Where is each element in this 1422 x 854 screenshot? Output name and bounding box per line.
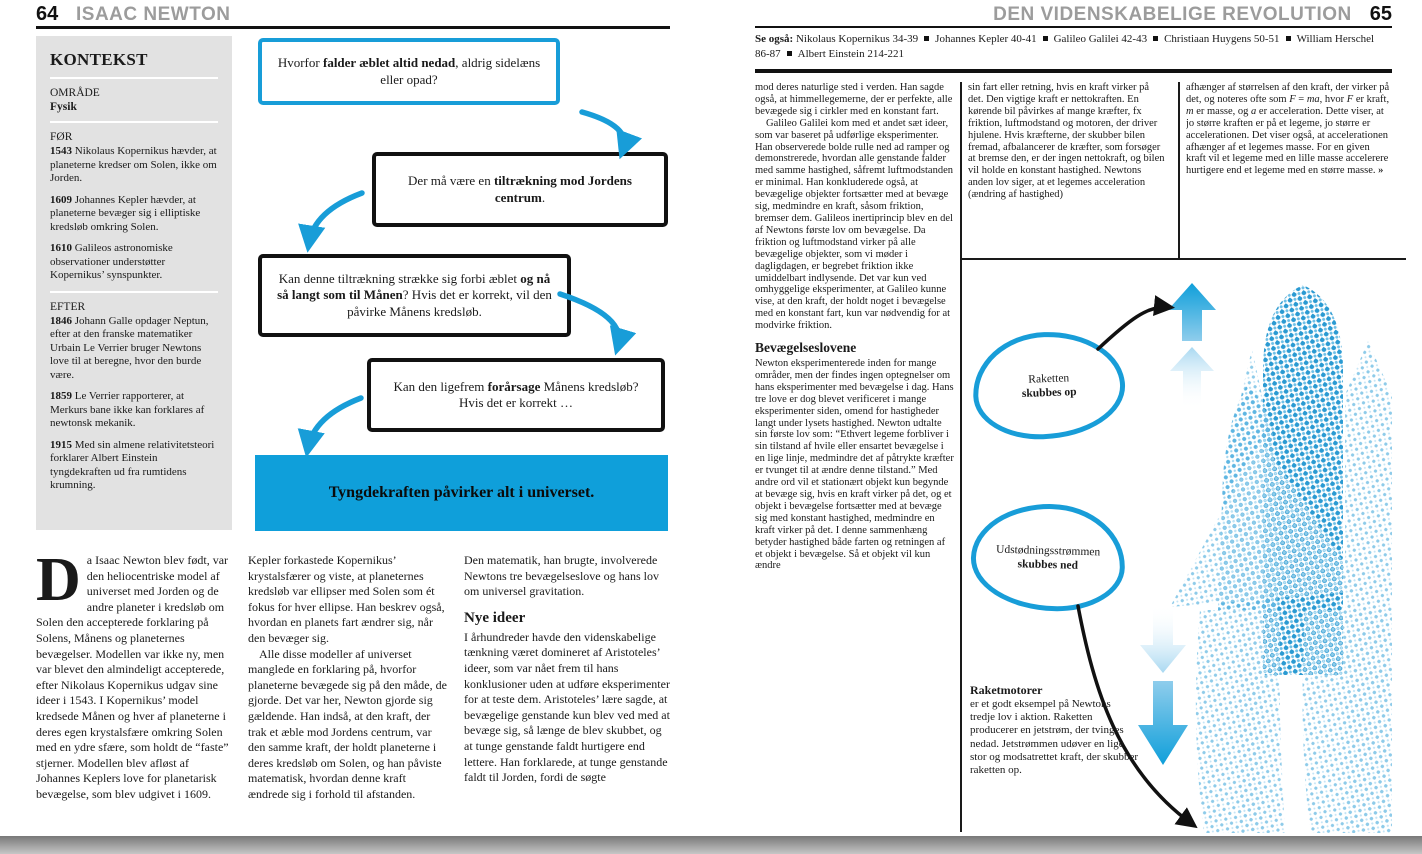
see-also: [755, 32, 1385, 62]
paragraph: Newton eksperimenterede inden for mange områder, men der findes ingen optegnelser om hans eksperimenter med bevægelse i dag. Hans tre love er dog blevet verificeret i mange eksperimenter siden, omend for hastigheder langt under lysets hastighed. Newton udtalte sin første lov som: “Ethvert legeme forbliver i sin tilstand af hvile eller ensartet bevægelse i en lige linje, medmindre det af påtrykte kræfter er tvunget til at ændre denne tilstand.” Med andre ord vil et stationært objekt kun begynde at bevæge sig, hvis en kraft virker på det, og et objekt i bevægelse fortsætter med at bevæge sig med konstant hastighed, medmindre en kraft virker på det. I denne sammenhæng betyder hastighed både farten og retningen af et objekt i bevægelse. Så et objekt vil kun ændre: [755, 358, 954, 572]
timeline-item: [50, 145, 218, 186]
timeline-year: 1846: [50, 314, 75, 327]
page-number-right: 65: [1369, 3, 1392, 25]
flow-box-text: Hvorfor falder æblet altid nedad, aldrig sidelæns eller opad?: [277, 55, 541, 87]
see-also-ref: Galileo Galilei 42-43: [1053, 33, 1148, 45]
text-column: [755, 82, 955, 832]
timeline-item: [50, 439, 218, 493]
context-sidebar: [36, 36, 232, 530]
paragraph: Alle disse modeller af universet manglede en forklaring på, hvorfor planeterne bevægede sig på den måde, de gjorde. Det var her, Newton gjorde sig gældende. Han indså, at den kraft, der trak et æble mod Jordens centrum, var den samme kraft, der holdt planeterne i deres kredsløb om Solen, og han påviste matematisk, hvordan denne kraft ændrede sig i forhold til afstanden.: [248, 646, 447, 801]
page-bottom-edge: [0, 836, 1422, 854]
timeline-text: Galileos astronomiske observationer understøtter Kopernikus’ synspunkter.: [50, 242, 173, 281]
running-header-right: DEN VIDENSKABELIGE REVOLUTION: [993, 4, 1352, 25]
drop-cap: D: [36, 553, 81, 614]
paragraph: Galileo Galilei kom med et andet sæt ideer, som var baseret på udførlige eksperimenter. Han observerede bolde rulle ned ad ramper og demonstrerede, hvordan alle genstande falder med samme hastighed, såfremt luftmodstanden er minimal. Han konkluderede også, at bevægelige objekter fortsætter med at bevæge sig, medmindre en kraft, såsom friktion, bremser dem. Galileos inertiprincip blev en del af Newtons første lov om bevægelse. Da friktion og luftmodstand virker på alle bevægelige objekter, som vi møder i dagligdagen, er begrebet friktion ikke umiddelbart indlysende. Det var kun ved omhyggelige eksperimenter, at Galileo kunne vise, at den kraft, der holdt noget i bevægelse med en konstant fart, kun var nødvendig for at modvirke friktion.: [755, 117, 953, 332]
square-separator-icon: [1286, 36, 1291, 41]
flow-box-text: Der må være en tiltrækning mod Jordens centrum.: [408, 173, 632, 205]
exhaust-plume-right: [1302, 610, 1392, 833]
after-label: EFTER: [50, 300, 86, 313]
flow-box-text: Kan den ligefrem forårsage Månens kredsløb? Hvis det er korrekt …: [393, 378, 639, 410]
timeline-text: Nikolaus Kopernikus hævder, at planeterne kredser om Solen, ikke om Jorden.: [50, 145, 217, 184]
paragraph: Kepler forkastede Kopernikus’ krystalsfærer og viste, at planeternes kredsløb var ellipser med Solen som ét fokus for hver ellipse. Han beskrev også, hvordan en planets fart ændrer sig, når den bevæger sig.: [248, 553, 445, 645]
figure-rule-horizontal: [960, 258, 1406, 260]
header-rule-left: [36, 26, 670, 29]
header-rule-right: [755, 26, 1392, 28]
timeline-item: [50, 315, 218, 383]
page-number-left: 64: [36, 3, 59, 25]
flow-arrow-4: [308, 398, 361, 448]
timeline-text: Johann Galle opdager Neptun, efter at den franske matematiker Urbain Le Verrier bruger Newtons love til at beregne, hvor den burde være.: [50, 314, 209, 381]
timeline-item: [50, 242, 218, 283]
flow-conclusion-text: Tyngdekraften påvirker alt i universet.: [328, 484, 595, 501]
text-column: [1186, 82, 1392, 254]
timeline-item: [50, 194, 218, 235]
pointer-arrow-up: [1090, 293, 1182, 359]
timeline-year: 1609: [50, 193, 75, 206]
figure-caption: [970, 683, 1138, 777]
divider: [50, 121, 218, 123]
timeline-text: Le Verrier rapporterer, at Merkurs bane ikke kan forklares af newtonsk mekanik.: [50, 390, 205, 429]
timeline-year: 1543: [50, 145, 75, 157]
paragraph: afhænger af størrelsen af den kraft, der virker på det, og noteres ofte som F = ma, hvor F er kraft, m er masse, og a er acceleration. Dette viser, at jo større kraften er på et legeme, jo større er accelerationen. Det viser også, at accelerationen afhænger af et legemes masse. For en given kraft vil et legeme med en lille masse accelerere hurtigere end et legeme med en større masse. »: [1186, 82, 1390, 177]
square-separator-icon: [1043, 36, 1048, 41]
flow-arrow-2: [309, 193, 362, 243]
area-value: Fysik: [50, 101, 77, 113]
figure-caption-text: er et godt eksempel på Newtons tredje lov i aktion. Raketten producerer en jetstrøm, der tvinges nedad. Jetstrømmen udøver en lige stor og modsatrettet kraft, der skubber raketten op.: [970, 698, 1139, 777]
text-column: [464, 553, 671, 835]
divider: [50, 77, 218, 79]
bubble-text: Udstødningsstrømmen skubbes ned: [995, 543, 1101, 572]
timeline-year: 1610: [50, 242, 75, 254]
timeline-item: [50, 390, 218, 431]
text-column: [968, 82, 1166, 254]
flow-box-text: Kan denne tiltrækning strække sig forbi æblet og nå så langt som til Månen? Hvis det er korrekt, vil den påvirke Månens kredsløb.: [277, 270, 552, 319]
divider: [50, 291, 218, 293]
see-also-rule: [755, 69, 1392, 73]
annotation-bubble-exhaust: [970, 502, 1127, 613]
paragraph: Da Isaac Newton blev født, var den heliocentriske model af universet med Jorden og de andre planeter i kredsløb om Solen den accepterede forklaring på Solens, Månens og planeternes bevægelser. Modellen var ikke ny, men var blevet den almindeligt accepterede, efter Nikolaus Kopernikus udgav sine ideer i 1543. I Kopernikus’ model kredsede Månen og hver af planeterne i deres egen krystalsfære omkring Solen med en ydre sfære, som holdt de “faste” stjerner. Modellen blev afløst af Johannes Keplers love for planetarisk bevægelse, som blev udgivet i 1609.: [36, 553, 229, 801]
timeline-text: Med sin almene relativitetsteori forklarer Albert Einstein tyngdekraften ud fra rumtidens krumning.: [50, 438, 215, 491]
before-label: FØR: [50, 131, 73, 143]
see-also-ref: Johannes Kepler 40-41: [935, 33, 1037, 45]
see-also-ref: Nikolaus Kopernikus 34-39: [795, 33, 919, 45]
paragraph: Den matematik, han brugte, involverede Newtons tre bevægelseslove og hans lov om universel gravitation.: [464, 553, 659, 599]
square-separator-icon: [1153, 36, 1158, 41]
text-column: [36, 553, 235, 835]
timeline-year: 1859: [50, 390, 75, 402]
see-also-label: Se også:: [755, 33, 796, 45]
context-title: KONTEKST: [50, 50, 148, 69]
see-also-ref: Christiaan Huygens 50-51: [1164, 33, 1280, 45]
column-rule-vertical-short: [1178, 82, 1180, 258]
running-header-left: ISAAC NEWTON: [76, 4, 231, 25]
text-column: [248, 553, 448, 835]
area-label: OMRÅDE: [50, 87, 100, 99]
running-header-right-wrap: [755, 3, 1392, 26]
section-heading: Nye ideer: [464, 609, 526, 626]
bubble-text: Raketten skubbes op: [1021, 371, 1077, 400]
context-after-list: [50, 315, 218, 493]
flow-arrow-1: [582, 112, 624, 150]
flow-arrow-3: [560, 294, 619, 346]
paragraph: sin fart eller retning, hvis en kraft virker på det. Den vigtige kraft er nettokraften. En kørende bil påvirkes af mange kræfter, fx friktion, luftmodstand og motoren, der driver hjulene. Hvis kræfterne, der skubber bilen fremad, afbalancerer de kræfter, som forsøger at bremse den, er der ingen nettokraft, og bilen vil holde en konstant hastighed. Newtons anden lov siger, at et legemes acceleration (ændring af hastighed): [968, 82, 1165, 201]
column-rule-vertical: [960, 82, 962, 832]
see-also-ref: William Herschel 86-87: [755, 33, 1375, 60]
timeline-text: Johannes Kepler hævder, at planeterne bevæger sig i elliptiske kredsløb omkring Solen.: [50, 193, 201, 233]
paragraph: I århundreder havde den videnskabelige tænkning været domineret af Aristoteles’ ideer, som var nået frem til hans konklusioner uden at udføre eksperimenter for at teste dem. Aristoteles’ lære sagde, at bevægelige genstande kun blev ved med at bevæge sig, så længe de blev skubbet, og at tunge genstande faldt hurtigere end lettere. Han forklarede, at tunge genstande faldt til Jorden, fordi de søgte: [464, 629, 670, 785]
context-before-list: [50, 145, 218, 283]
figure-caption-title: Raketmotorer: [970, 683, 1043, 697]
square-separator-icon: [924, 36, 929, 41]
section-heading: Bevægelseslovene: [755, 340, 857, 356]
square-separator-icon: [787, 51, 792, 56]
see-also-ref: Albert Einstein 214-221: [797, 48, 904, 60]
timeline-year: 1915: [50, 438, 75, 451]
paragraph: mod deres naturlige sted i verden. Han sagde også, at himmellegemerne, der er perfekte, alle bevægede sig i cirkler med en konstant fart.: [755, 82, 953, 117]
flowchart-arrows: [230, 30, 690, 540]
